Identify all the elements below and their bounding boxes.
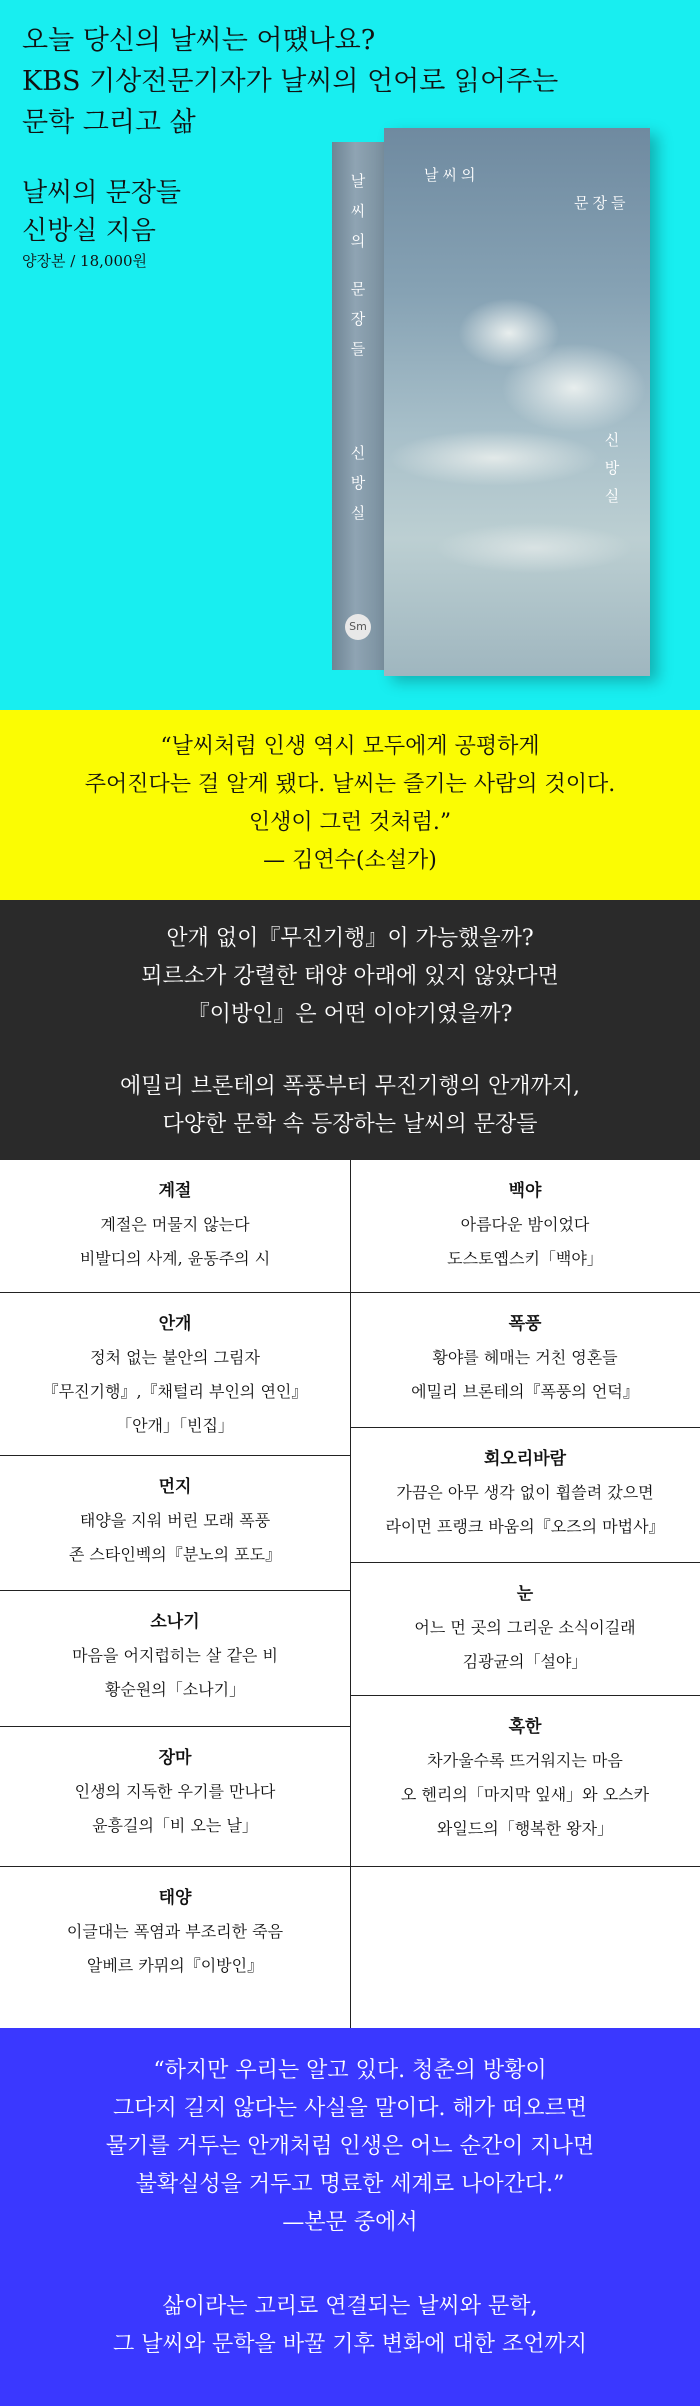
cell-line: 도스토옙스키「백야」 [447,1249,603,1268]
cell-line: 차가울수록 뜨거워지는 마음 [427,1751,623,1770]
spine-char: 들 [350,340,366,358]
grid-cell-white-night [350,1160,700,1293]
cell-line: 존 스타인벡의『분노의 포도』 [68,1545,282,1564]
spine-char: 방 [350,474,366,492]
cell-heading: 혹한 [508,1717,542,1737]
book-title: 날씨의 문장들 [22,178,181,208]
cell-line: 윤흥길의「비 오는 날」 [92,1816,258,1835]
closing-section [0,2028,700,2406]
cell-heading: 폭풍 [508,1314,542,1334]
spine-char: 신 [350,444,366,462]
weather-contents-grid [0,1160,700,2028]
cell-line: 가끔은 아무 생각 없이 휩쓸려 갔으면 [396,1483,654,1502]
quote-line: 물기를 거두는 안개처럼 인생은 어느 순간이 지나면 [105,2134,595,2159]
spine-char: 문 [350,280,366,298]
book-info [22,174,181,250]
grid-cell-season [0,1160,350,1293]
closing-line: 그 날씨와 문학을 바꿀 기후 변화에 대한 조언까지 [113,2332,587,2357]
cell-line: 아름다운 밤이었다 [460,1215,590,1234]
cover-author-char: 실 [604,487,620,505]
spine-char: 실 [350,504,366,522]
cell-line: 비발디의 사계, 윤동주의 시 [79,1249,271,1268]
quote-line: “날씨처럼 인생 역시 모두에게 공평하게 [160,734,540,759]
closing-line: 삶이라는 고리로 연결되는 날씨와 문학, [162,2294,538,2319]
cell-line: 황야를 헤매는 거친 영혼들 [432,1348,618,1367]
cell-line: 『무진기행』,『채털리 부인의 연인』 [42,1382,308,1401]
spine-char: 씨 [350,202,366,220]
hero-section [0,0,700,710]
spine-char: 의 [350,232,366,250]
cell-heading: 태양 [158,1888,192,1908]
quote-attribution: — 김연수(소설가) [263,848,437,873]
cell-line: 어느 먼 곳의 그리운 소식이길래 [414,1618,636,1637]
tagline-line: 오늘 당신의 날씨는 어떘나요? [22,25,376,56]
cell-line: 인생의 지독한 우기를 만나다 [74,1782,276,1801]
cell-heading: 계절 [158,1181,192,1201]
quote-line: 인생이 그런 것처럼.” [248,810,452,835]
cell-line: 정처 없는 불안의 그림자 [90,1348,260,1367]
cell-line: 알베르 카뮈의『이방인』 [86,1956,264,1975]
excerpt-quote [0,2052,700,2242]
grid-cell-storm [350,1293,700,1428]
intro-line: 『이방인』은 어떤 이야기였을까? [187,1002,513,1027]
spine-char: 날 [350,172,366,190]
cell-line: 태양을 지워 버린 모래 폭풍 [79,1511,271,1530]
quote-attribution: —본문 중에서 [282,2210,418,2235]
cell-line: 계절은 머물지 않는다 [100,1215,250,1234]
intro-questions [0,920,700,1034]
cell-line: 오 헨리의「마지막 잎새」와 오스카 [400,1785,650,1804]
grid-cell-snow [350,1563,700,1696]
book-author: 신방실 지음 [22,216,156,246]
cell-line: 황순원의「소나기」 [104,1680,246,1699]
quote-line: “하지만 우리는 알고 있다. 청춘의 방황이 [153,2058,547,2083]
cell-heading: 장마 [158,1748,192,1768]
book-cover-image [332,128,650,680]
cell-heading: 회오리바람 [483,1449,567,1469]
cover-title-part-a: 날씨의 [424,166,480,184]
grid-cell-shower [0,1591,350,1727]
endorsement-quote [0,728,700,880]
cell-line: 「안개」「빈집」 [116,1416,234,1435]
hero-tagline [22,20,558,143]
grid-cell-dust [0,1456,350,1591]
intro-line: 안개 없이『무진기행』이 가능했을까? [166,926,534,951]
cell-heading: 안개 [158,1314,192,1334]
intro-summary [0,1068,700,1144]
spine-title [332,166,384,364]
intro-line: 에밀리 브론테의 폭풍부터 무진기행의 안개까지, [119,1074,580,1099]
book-front-cover [384,128,650,676]
quote-line: 불확실성을 거두고 명료한 세계로 나아간다.” [135,2172,565,2197]
cover-title-part-b: 문장들 [574,194,630,212]
endorsement-quote-section [0,710,700,900]
cell-line: 에밀리 브론테의『폭풍의 언덕』 [411,1382,639,1401]
intro-line: 뫼르소가 강렬한 태양 아래에 있지 않았다면 [141,964,559,989]
quote-line: 그다지 길지 않다는 사실을 말이다. 해가 떠오르면 [113,2096,587,2121]
grid-cell-fog [0,1293,350,1456]
tagline-line: 문학 그리고 삶 [22,107,196,138]
quote-line: 주어진다는 걸 알게 됐다. 날씨는 즐기는 사람의 것이다. [84,772,616,797]
tagline-line: KBS 기상전문기자가 날씨의 언어로 읽어주는 [22,66,559,97]
grid-cell-monsoon [0,1727,350,1867]
cell-line: 와일드의「행복한 왕자」 [436,1819,614,1838]
grid-cell-whirlwind [350,1428,700,1563]
cell-line: 김광균의「설야」 [462,1652,588,1671]
intro-line: 다양한 문학 속 등장하는 날씨의 문장들 [162,1112,538,1137]
cover-author [602,426,622,510]
cell-heading: 눈 [516,1584,534,1604]
book-spine [332,142,384,670]
intro-section [0,900,700,1160]
cell-line: 이글대는 폭염과 부조리한 죽음 [66,1922,284,1941]
grid-cell-cold-wave [350,1696,700,1867]
cell-heading: 먼지 [158,1477,192,1497]
closing-summary [0,2288,700,2364]
cell-line: 라이먼 프랭크 바움의『오즈의 마법사』 [385,1517,665,1536]
spine-author [332,438,384,528]
spine-char: 장 [350,310,366,328]
cell-heading: 소나기 [150,1612,200,1632]
cell-line: 마음을 어지럽히는 살 같은 비 [72,1646,278,1665]
book-price: 양장본 / 18,000원 [22,252,148,270]
cover-author-char: 방 [604,459,620,477]
cover-author-char: 신 [604,431,620,449]
publisher-logo-icon: Sm [345,614,371,640]
cell-heading: 백야 [508,1181,542,1201]
grid-cell-sun [0,1867,350,2028]
